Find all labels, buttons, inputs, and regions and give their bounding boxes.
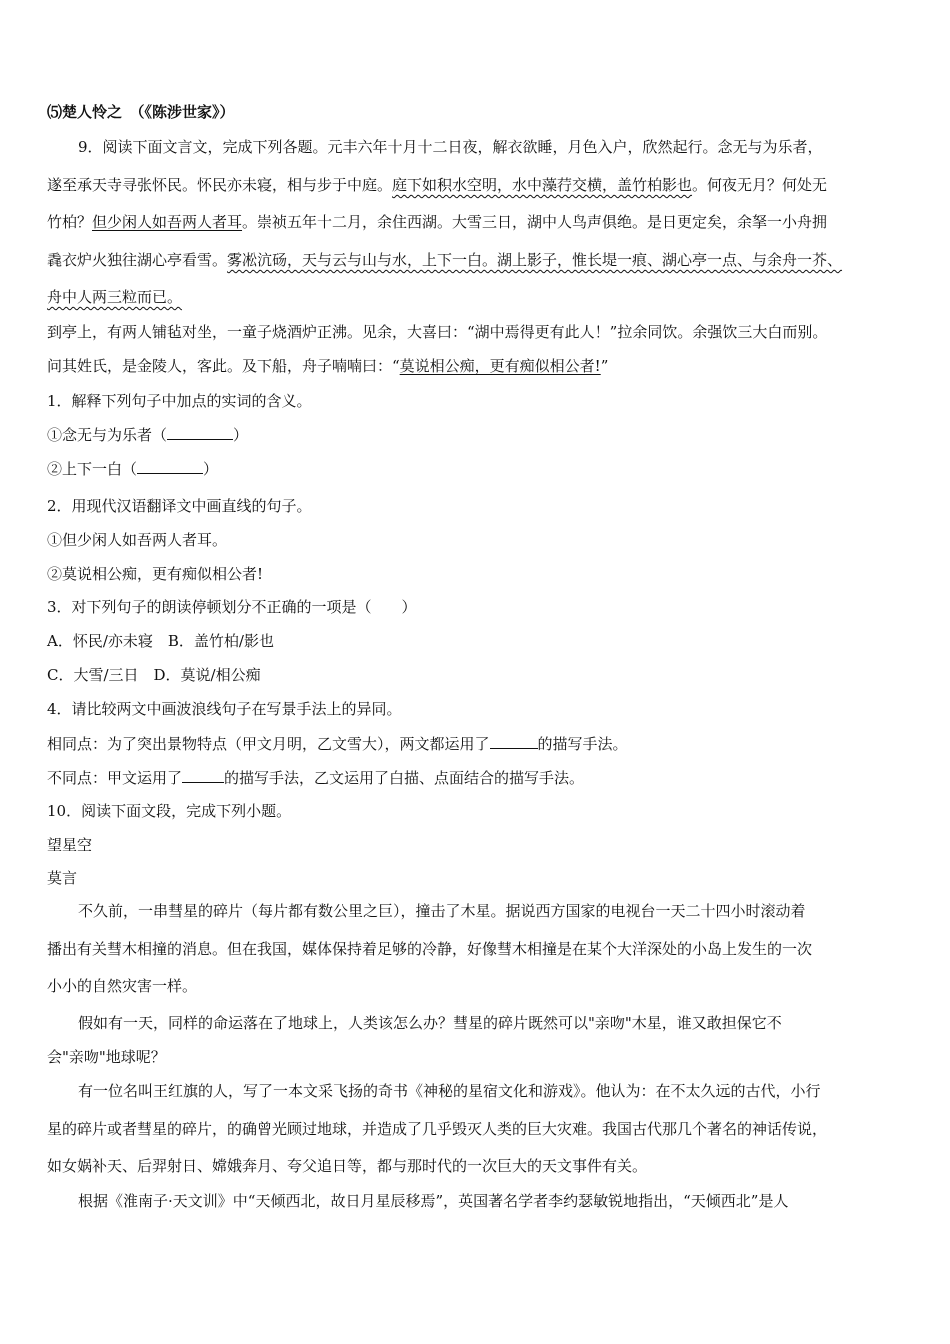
underlined-sentence-b: 莫说相公痴，更有痴似相公者!	[399, 357, 601, 375]
answer-blank[interactable]	[182, 768, 224, 783]
q9-l3-head: 竹柏？	[47, 213, 93, 231]
sub4-diff-text: 不同点：甲文运用了	[47, 769, 183, 787]
sub1-a-text: ①念无与为乐者（	[47, 426, 168, 444]
q9-sub2-item-a: ①但少闲人如吾两人者耳。	[47, 531, 228, 549]
close-paren: ）	[233, 426, 249, 444]
q9-sub3-prompt: 3．对下列句子的朗读停顿划分不正确的一项是（ ）	[47, 598, 417, 616]
q9-sub1-item-b	[47, 458, 218, 480]
q9-passage-line-7	[47, 355, 608, 377]
wavy-underlined-sentence-a: 庭下如积水空明，水中藻荇交横，盖竹柏影也	[392, 176, 693, 194]
q9-sub4-same	[47, 733, 628, 755]
q9-sub3-options-cd: C．大雪/三日 D．莫说/相公痴	[47, 666, 261, 684]
q9-sub1-item-a	[47, 424, 248, 446]
q9-l3-tail: 。崇祯五年十二月，余住西湖。大雪三日，湖中人鸟声俱绝。是日更定矣，余拏一小舟拥	[242, 213, 828, 231]
q9-l4-head: 毳衣炉火独往湖心亭看雪。	[47, 251, 228, 269]
q9-passage-line-4	[47, 249, 842, 271]
answer-blank[interactable]	[137, 459, 203, 474]
article-p3-line-2: 星的碎片或者彗星的碎片，的确曾光顾过地球，并造成了几乎毁灭人类的巨大灾难。我国古代那几个著名的神话传说，	[47, 1120, 828, 1138]
q9-l2-tail: 。何夜无月？何处无	[692, 176, 828, 194]
article-p1-line-2: 播出有关彗木相撞的消息。但在我国，媒体保持着足够的冷静，好像彗木相撞是在某个大洋深处的小岛上发生的一次	[47, 940, 813, 958]
section5-title: ⑸楚人怜之 （《陈涉世家》）	[47, 103, 235, 121]
q9-sub2-item-b: ②莫说相公痴，更有痴似相公者!	[47, 565, 264, 583]
article-p1-line-1: 不久前，一串彗星的碎片（每片都有数公里之巨），撞击了木星。据说西方国家的电视台一天二十四小时滚动着	[78, 902, 806, 920]
q9-sub3-options-ab: A．怀民/亦未寝 B．盖竹柏/影也	[47, 632, 274, 650]
q9-sub4-prompt: 4．请比较两文中画波浪线句子在写景手法上的异同。	[47, 700, 402, 718]
q9-l2-text: 遂至承天寺寻张怀民。怀民亦未寝，相与步于中庭。	[47, 176, 393, 194]
article-p3-line-3: 如女娲补天、后羿射日、嫦娥奔月、夸父追日等，都与那时代的一次巨大的天文事件有关。	[47, 1157, 648, 1175]
sub4-diff-tail: 的描写手法，乙文运用了白描、点面结合的描写手法。	[224, 769, 585, 787]
wavy-underlined-sentence-b: 雾凇沆砀，天与云与山与水，上下一白。湖上影子，惟长堤一痕、湖心亭一点、与余舟一芥、	[227, 251, 843, 269]
q9-passage-line-5	[47, 286, 182, 308]
q10-intro: 10．阅读下面文段，完成下列小题。	[47, 802, 292, 820]
q9-sub4-diff	[47, 767, 584, 789]
sub1-b-text: ②上下一白（	[47, 460, 138, 478]
article-author: 莫言	[47, 869, 78, 887]
sub4-same-text: 相同点：为了突出景物特点（甲文月明，乙文雪大），两文都运用了	[47, 735, 490, 753]
q9-sub1-prompt: 1．解释下列句子中加点的实词的含义。	[47, 392, 312, 410]
q9-sub2-prompt: 2．用现代汉语翻译文中画直线的句子。	[47, 497, 312, 515]
article-p2-line-2: 会"亲吻"地球呢？	[47, 1048, 166, 1066]
article-title: 望星空	[47, 836, 93, 854]
q9-passage-line-2	[47, 174, 827, 196]
article-p4-line-1: 根据《淮南子·天文训》中“天倾西北，故日月星辰移焉”，英国著名学者李约瑟敏锐地指出，“天倾西北”是人	[78, 1192, 789, 1210]
q9-l7-head: 问其姓氏，是金陵人，客此。及下船，舟子喃喃曰：“	[47, 357, 400, 375]
close-paren: ）	[203, 460, 219, 478]
q9-passage-line-6: 到亭上，有两人铺毡对坐，一童子烧酒炉正沸。见余，大喜曰：“湖中焉得更有此人！”拉余同饮。余强饮三大白而别。	[47, 323, 828, 341]
answer-blank[interactable]	[167, 425, 233, 440]
wavy-underlined-sentence-b-end: 舟中人两三粒而已。	[47, 288, 183, 306]
article-p1-line-3: 小小的自然灾害一样。	[47, 977, 198, 995]
q9-passage-line-3	[47, 211, 827, 233]
article-p3-line-1: 有一位名叫王红旗的人，写了一本文采飞扬的奇书《神秘的星宿文化和游戏》。他认为：在不太久远的古代，小行	[78, 1082, 821, 1100]
answer-blank[interactable]	[490, 734, 538, 749]
sub4-same-tail: 的描写手法。	[537, 735, 628, 753]
q9-l7-tail: ”	[600, 357, 609, 375]
article-p2-line-1: 假如有一天，同样的命运落在了地球上，人类该怎么办？彗星的碎片既然可以"亲吻"木星，谁又敢担保它不	[78, 1014, 782, 1032]
q9-passage-line-1: 9．阅读下面文言文，完成下列各题。元丰六年十月十二日夜，解衣欲睡，月色入户，欣然起行。念无与为乐者，	[78, 138, 823, 156]
underlined-sentence-a: 但少闲人如吾两人者耳	[92, 213, 243, 231]
